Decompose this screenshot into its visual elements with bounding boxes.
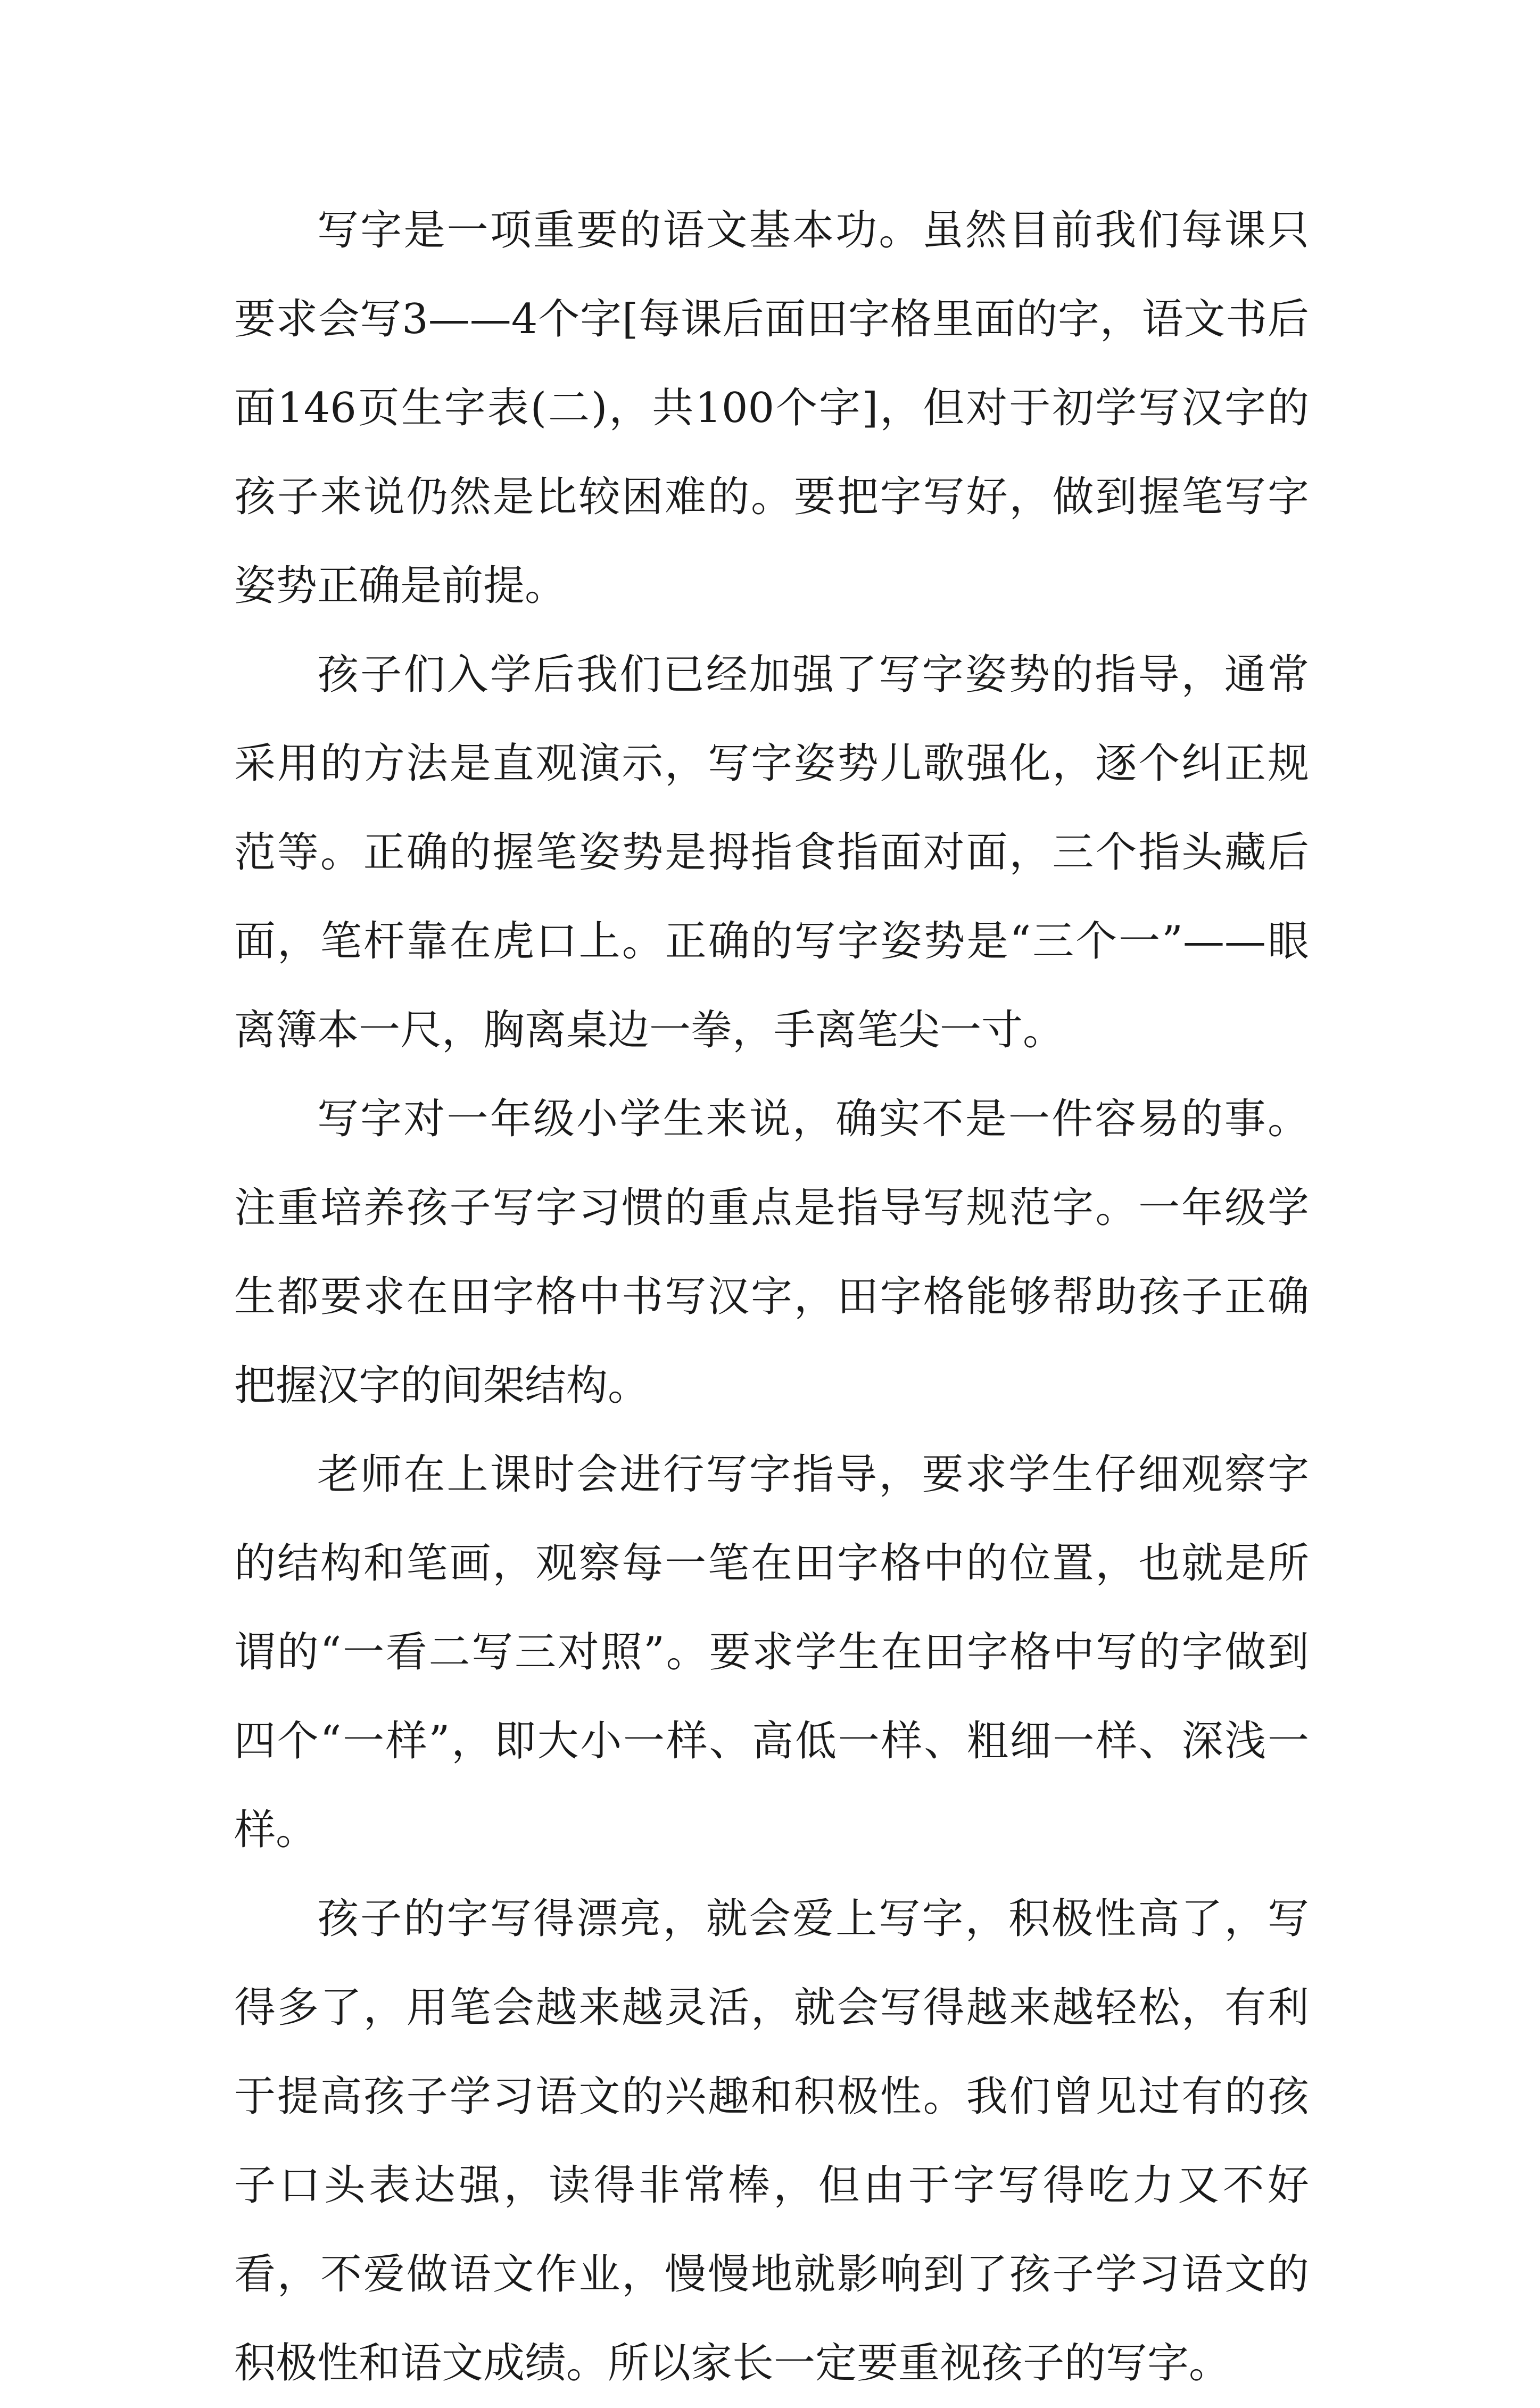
paragraph-3: 写字对一年级小学生来说，确实不是一件容易的事。注重培养孩子写字习惯的重点是指导写规范字。一年级学生都要求在田字格中书写汉字，田字格能够帮助孩子正确把握汉字的间架结构。 xyxy=(234,1095,1309,1410)
paragraph-5: 孩子的字写得漂亮，就会爱上写字，积极性高了，写得多了，用笔会越来越灵活，就会写得越来越轻松，有利于提高孩子学习语文的兴趣和积极性。我们曾见过有的孩子口头表达强，读得非常棒，但由于字写得吃力又不好看，不爱做语文作业，慢慢地就影响到了孩子学习语文的积极性和语文成绩。所以家长一定要重视孩子的写字。 xyxy=(234,1895,1309,2387)
paragraph-2: 孩子们入学后我们已经加强了写字姿势的指导，通常采用的方法是直观演示，写字姿势儿歌强化，逐个纠正规范等。正确的握笔姿势是拇指食指面对面，三个指头藏后面，笔杆靠在虎口上。正确的写字姿势是“三个一”——眼离簿本一尺，胸离桌边一拳，手离笔尖一寸。 xyxy=(234,651,1309,1054)
document-body xyxy=(234,186,1309,2408)
paragraph-1: 写字是一项重要的语文基本功。虽然目前我们每课只要求会写3——4个字[每课后面田字格里面的字，语文书后面146页生字表(二)，共100个字]，但对于初学写汉字的孩子来说仍然是比较困难的。要把字写好，做到握笔写字姿势正确是前提。 xyxy=(234,206,1309,610)
paragraph-4: 老师在上课时会进行写字指导，要求学生仔细观察字的结构和笔画，观察每一笔在田字格中的位置，也就是所谓的“一看二写三对照”。要求学生在田字格中写的字做到四个“一样”，即大小一样、高低一样、粗细一样、深浅一样。 xyxy=(234,1451,1309,1854)
